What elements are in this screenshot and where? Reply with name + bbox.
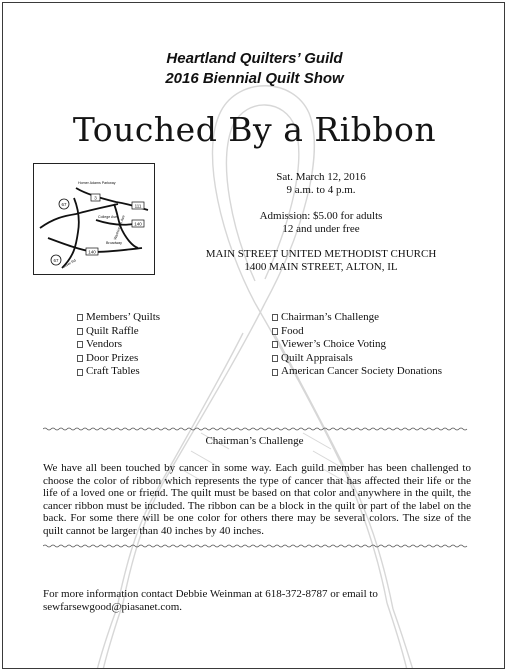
event-time: 9 a.m. to 4 p.m. (286, 184, 356, 196)
map-label-college: College Ave (98, 215, 118, 219)
map-label-river-rd: River Rd (62, 258, 77, 269)
checkbox-icon (272, 369, 278, 376)
feature-item: Craft Tables (77, 365, 160, 379)
map-road-140-bottom: 140 (88, 249, 96, 255)
feature-item: Vendors (77, 338, 160, 352)
checkbox-icon (77, 328, 83, 335)
feature-list-left (77, 311, 160, 379)
feature-item: Food (272, 325, 442, 339)
feature-item: Quilt Appraisals (272, 352, 442, 366)
map-road-67-bottom: 67 (53, 258, 59, 263)
map-road-111: 111 (134, 203, 142, 209)
location-map (33, 163, 155, 275)
contact-line: For more information contact Debbie Weinman at 618-372-8787 or email to (43, 588, 378, 600)
map-road-140-right: 140 (134, 221, 142, 227)
flyer-page (2, 2, 505, 669)
feature-item: Quilt Raffle (77, 325, 160, 339)
map-road-67-top: 67 (61, 202, 67, 207)
map-label-homer-adams: Homer Adams Parkway (78, 181, 116, 185)
feature-item: Viewer’s Choice Voting (272, 338, 442, 352)
map-label-washington: Washington Ave (113, 214, 126, 241)
admission-price: Admission: $5.00 for adults (259, 210, 383, 222)
checkbox-icon (77, 369, 83, 376)
contact-info (43, 588, 463, 613)
checkbox-icon (272, 355, 278, 362)
feature-item: American Cancer Society Donations (272, 365, 442, 379)
venue-name: MAIN STREET UNITED METHODIST CHURCH (205, 248, 437, 260)
challenge-paragraph: We have all been touched by cancer in some way. Each guild member has been challenged to choose the color of ribbon which represents the type of cancer that has affected their life or the life of a loved one or friend. The quilt must be based on that color and anywhere in the quilt, the cancer ribbon must be included. The ribbon can be a block in the quilt or part of the label on the back. For some there will be one color for others there may be several colors. The size of the quilt cannot be larger than 40 inches by 40 inches. (43, 462, 471, 537)
event-date: Sat. March 12, 2016 (276, 171, 366, 183)
admission-free: 12 and under free (282, 223, 360, 235)
map-label-broadway: Broadway (106, 241, 122, 245)
checkbox-icon (77, 314, 83, 321)
contact-email[interactable]: sewfarsewgood@piasanet.com. (43, 600, 183, 613)
show-name: 2016 Biennial Quilt Show (165, 70, 344, 87)
show-title: Touched By a Ribbon (72, 110, 437, 149)
checkbox-icon (272, 314, 278, 321)
feature-item: Door Prizes (77, 352, 160, 366)
map-road-3: 3 (94, 195, 97, 201)
wavy-divider-bottom (43, 544, 469, 548)
guild-name: Heartland Quilters’ Guild (166, 50, 343, 67)
wavy-divider-top (43, 427, 469, 431)
checkbox-icon (272, 341, 278, 348)
feature-item: Chairman’s Challenge (272, 311, 442, 325)
challenge-heading: Chairman’s Challenge (205, 435, 304, 447)
venue-address: 1400 MAIN STREET, ALTON, IL (244, 261, 398, 273)
checkbox-icon (272, 328, 278, 335)
checkbox-icon (77, 341, 83, 348)
feature-list-right (272, 311, 442, 379)
checkbox-icon (77, 355, 83, 362)
feature-item: Members’ Quilts (77, 311, 160, 325)
